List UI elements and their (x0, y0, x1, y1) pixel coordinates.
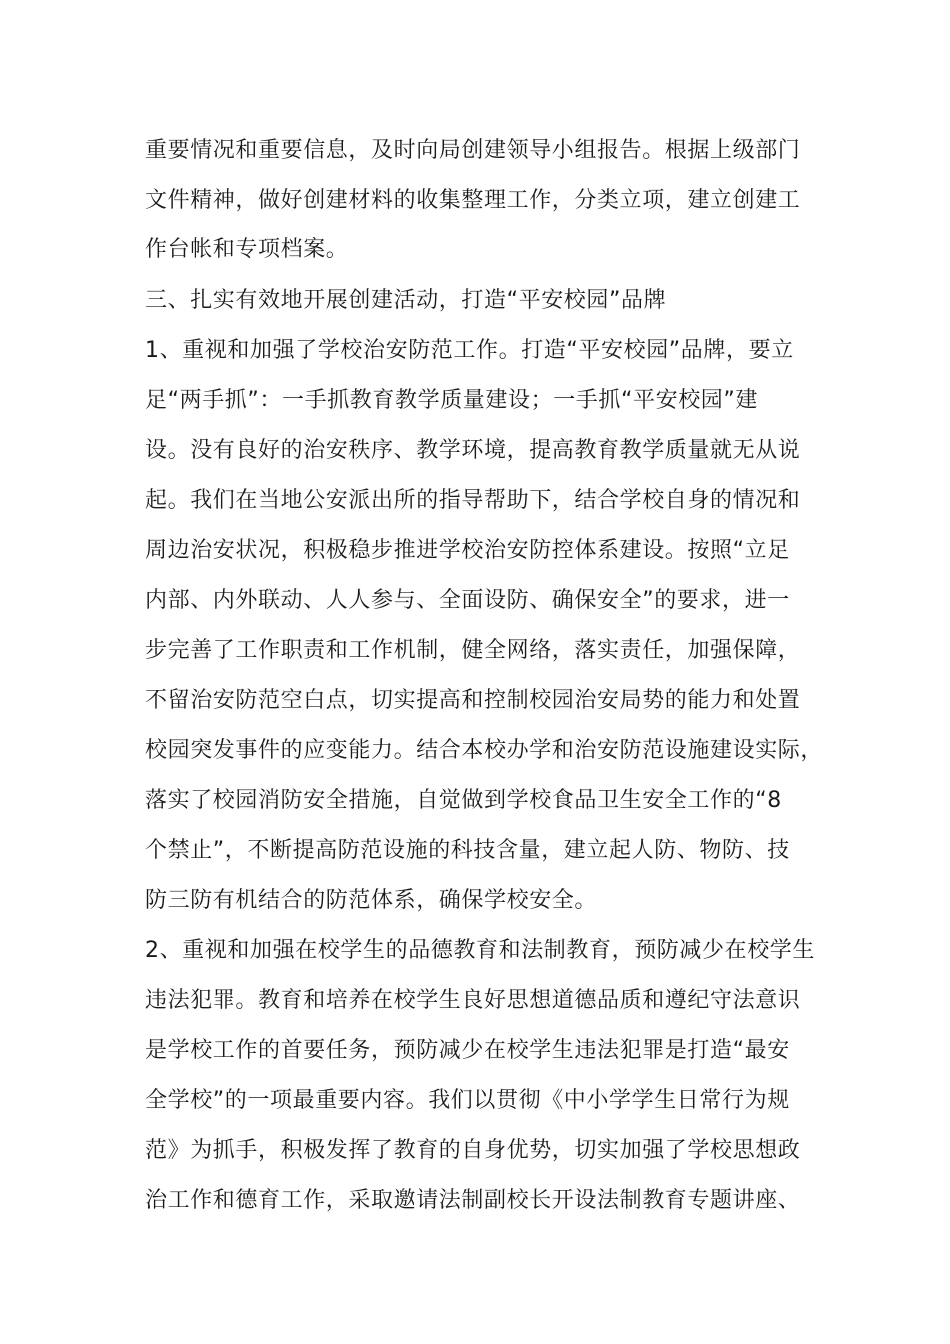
text-line: 作台帐和专项档案。 (145, 237, 349, 262)
text-line: 校园突发事件的应变能力。结合本校办学和治安防范设施建设实际， (145, 738, 824, 763)
text-line: 文件精神，做好创建材料的收集整理工作，分类立项，建立创建工 (145, 188, 801, 213)
text-line: 防三防有机结合的防范体系，确保学校安全。 (145, 888, 598, 913)
text-line: 不留治安防范空白点，切实提高和控制校园治安局势的能力和处置 (145, 688, 801, 713)
text-line: 2、重视和加强在校学生的品德教育和法制教育，预防减少在校学生 (145, 938, 815, 963)
text-line: 足“两手抓”：一手抓教育教学质量建设；一手抓“平安校园”建 (145, 388, 758, 413)
section-heading: 三、扎实有效地开展创建活动，打造“平安校园”品牌 (145, 288, 667, 313)
text-line: 违法犯罪。教育和培养在校学生良好思想道德品质和遵纪守法意识 (145, 988, 801, 1013)
text-line: 个禁止”，不断提高防范设施的科技含量，建立起人防、物防、技 (145, 838, 790, 863)
text-line: 治工作和德育工作，采取邀请法制副校长开设法制教育专题讲座、 (145, 1188, 801, 1213)
text-line: 步完善了工作职责和工作机制，健全网络，落实责任，加强保障， (145, 638, 801, 663)
text-line: 周边治安状况，积极稳步推进学校治安防控体系建设。按照“立足 (145, 538, 790, 563)
text-line: 内部、内外联动、人人参与、全面设防、确保安全”的要求，进一 (145, 588, 790, 613)
text-line: 设。没有良好的治安秩序、教学环境，提高教育教学质量就无从说 (145, 438, 801, 463)
text-line: 1、重视和加强了学校治安防范工作。打造“平安校园”品牌，要立 (145, 338, 794, 363)
text-line: 全学校”的一项最重要内容。我们以贯彻《中小学学生日常行为规 (145, 1088, 790, 1113)
text-line: 落实了校园消防安全措施，自觉做到学校食品卫生安全工作的“8 (145, 788, 782, 813)
text-line: 范》为抓手，积极发挥了教育的自身优势，切实加强了学校思想政 (145, 1138, 801, 1163)
text-line: 是学校工作的首要任务，预防减少在校学生违法犯罪是打造“最安 (145, 1038, 790, 1063)
text-line: 起。我们在当地公安派出所的指导帮助下，结合学校自身的情况和 (145, 488, 801, 513)
text-line: 重要情况和重要信息，及时向局创建领导小组报告。根据上级部门 (145, 138, 801, 163)
